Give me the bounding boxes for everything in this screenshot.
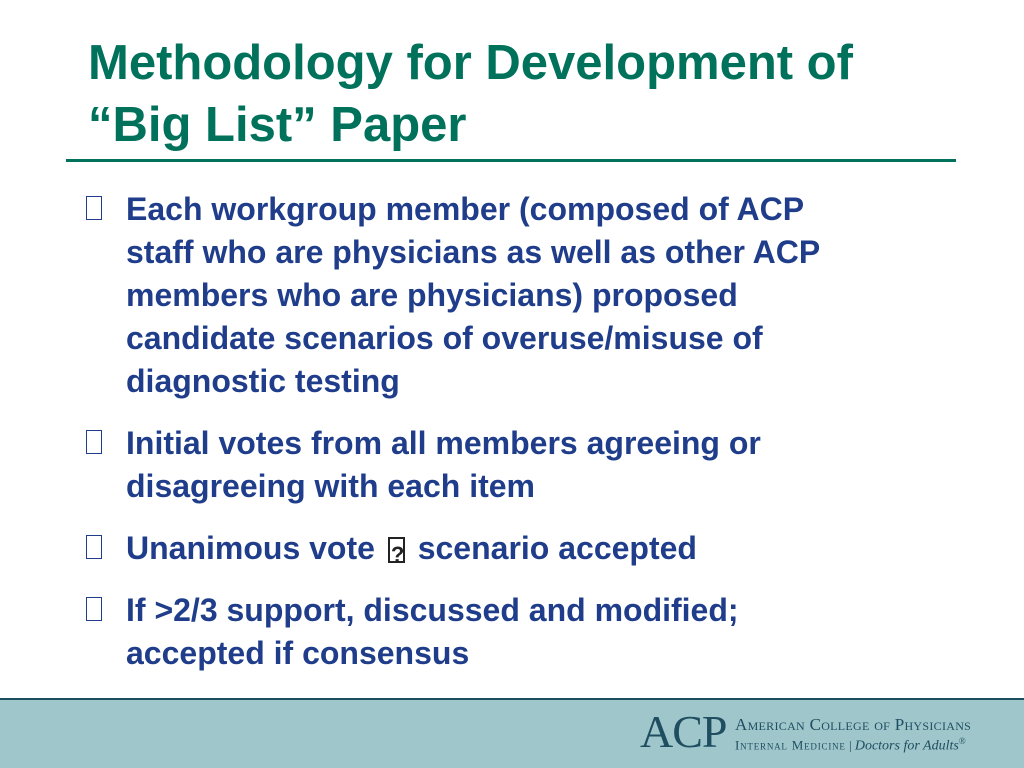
- bullet-line: accepted if consensus: [126, 635, 470, 671]
- acp-logo: ACP: [640, 706, 727, 757]
- slide-title: [88, 32, 968, 156]
- missing-glyph-arrow-icon: [388, 537, 405, 563]
- bullet-line: diagnostic testing: [126, 363, 400, 399]
- organization-tagline: [735, 736, 966, 754]
- tagline-doctors-for-adults: Doctors for Adults: [854, 738, 959, 754]
- bullet-line: candidate scenarios of overuse/misuse of: [126, 320, 763, 356]
- tagline-separator: |: [848, 737, 852, 753]
- bullet-text-after: scenario accepted: [417, 530, 697, 566]
- bullet-line: disagreeing with each item: [126, 468, 535, 504]
- bullet-box-icon: [86, 535, 102, 559]
- bullet-line: members who are physicians) proposed: [126, 277, 738, 313]
- bullet-item-unanimous: [86, 527, 926, 570]
- bullet-box-icon: [86, 430, 102, 454]
- bullet-item-initial-votes: [86, 422, 926, 508]
- bullet-box-icon: [86, 196, 102, 220]
- title-divider: [66, 159, 956, 162]
- bullet-line: [126, 527, 926, 570]
- organization-name: American College of Physicians: [735, 715, 972, 734]
- bullet-item-support: [86, 589, 926, 675]
- bullet-text-before: Unanimous vote: [126, 530, 375, 566]
- bullet-line: staff who are physicians as well as other ACP: [126, 234, 821, 270]
- tagline-internal-medicine: Internal Medicine: [735, 737, 846, 753]
- bullet-item-workgroup: [86, 188, 926, 403]
- title-line-2: “Big List” Paper: [88, 98, 467, 152]
- registered-mark: ®: [958, 736, 966, 746]
- bullet-box-icon: [86, 597, 102, 621]
- bullet-list: [86, 188, 926, 694]
- title-line-1: Methodology for Development of: [88, 36, 853, 90]
- bullet-line: Initial votes from all members agreeing or: [126, 425, 761, 461]
- bullet-line: Each workgroup member (composed of ACP: [126, 191, 805, 227]
- bullet-line: If >2/3 support, discussed and modified;: [126, 592, 739, 628]
